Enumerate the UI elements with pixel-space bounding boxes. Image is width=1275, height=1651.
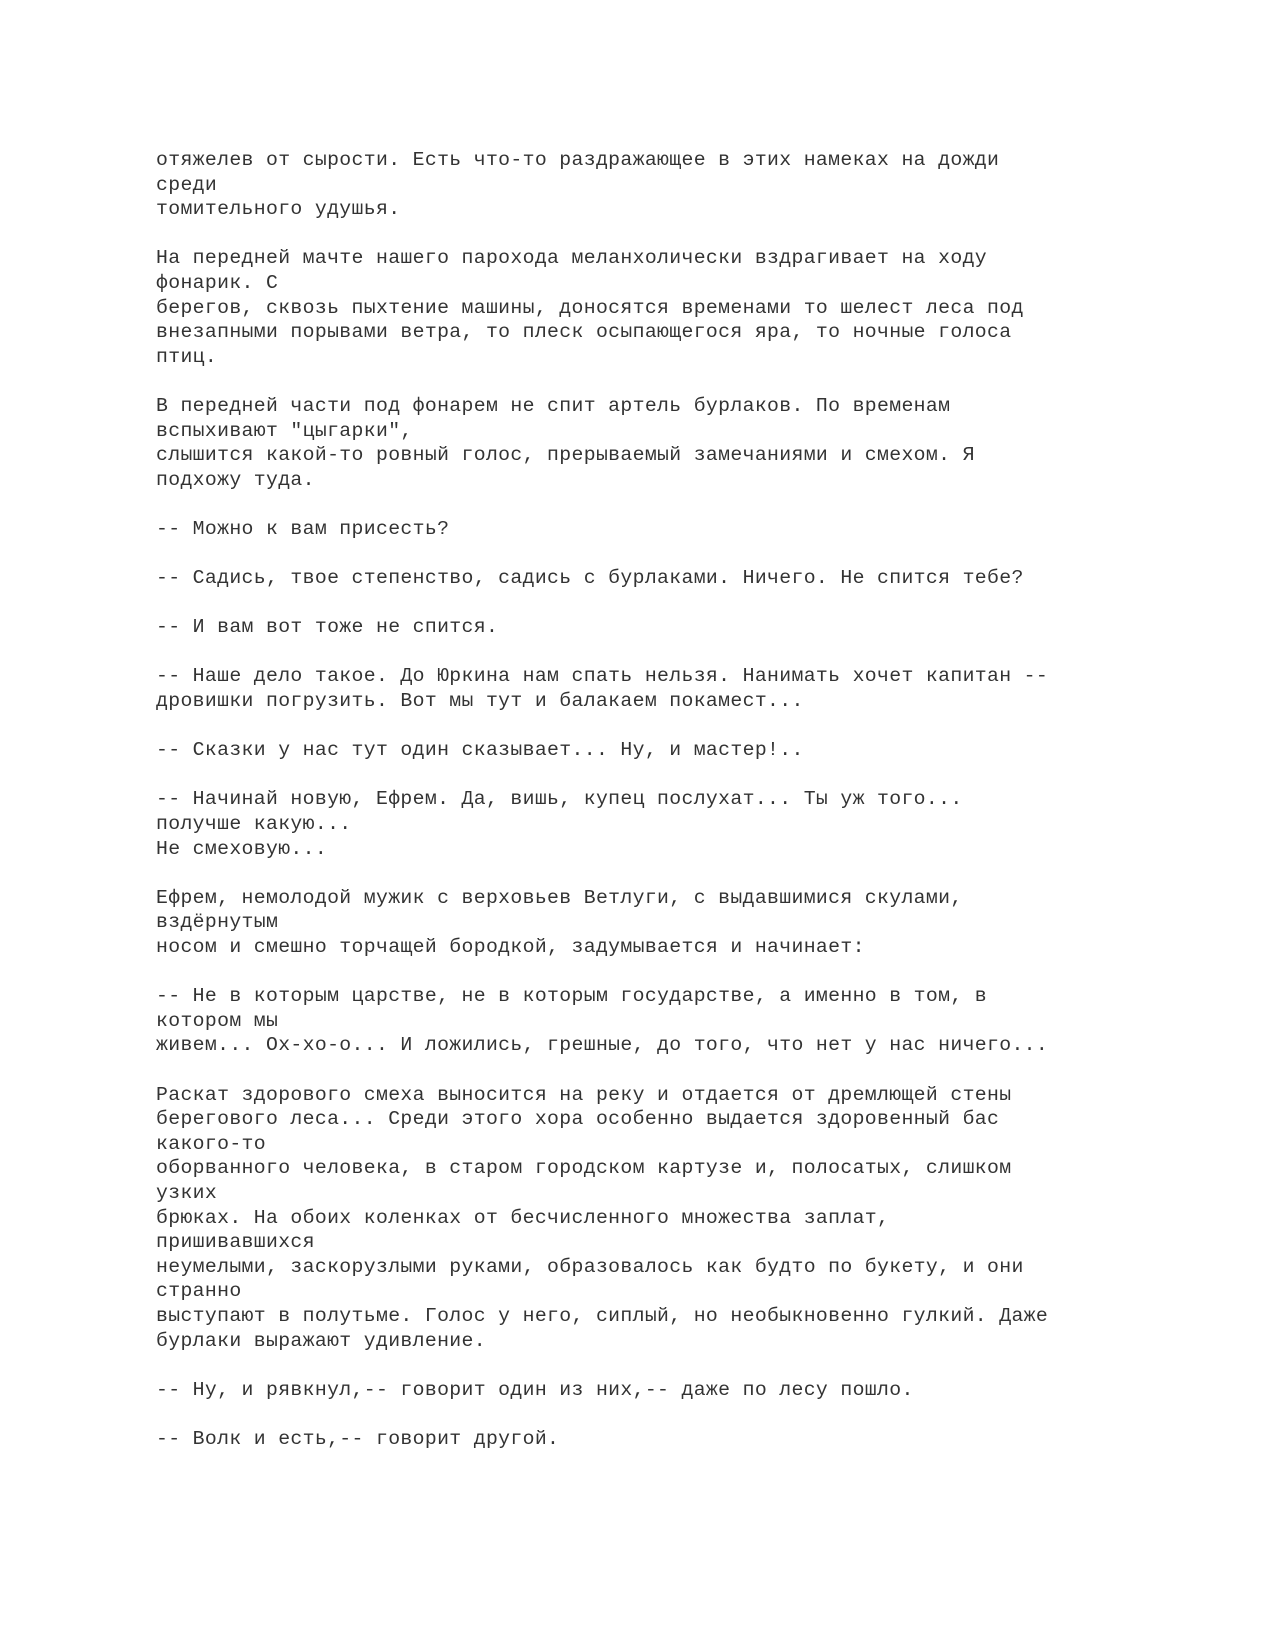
text-line: -- Начинай новую, Ефрем. Да, вишь, купец послухат... Ты уж того... — [156, 788, 963, 811]
paragraph — [156, 738, 1156, 763]
text-line: отяжелев от сырости. Есть что-то раздражающее в этих намеках на дожди — [156, 149, 1000, 171]
text-line: слышится какой-то ровный голос, прерываемый замечаниями и смехом. Я — [156, 444, 975, 467]
text-line: -- Садись, твое степенство, садись с бурлаками. Ничего. Не спится тебе? — [156, 567, 1024, 590]
text-line: выступают в полутьме. Голос у него, сиплый, но необыкновенно гулкий. Даже — [156, 1304, 1049, 1327]
text-line: томительного удушья. — [156, 198, 401, 221]
text-line: бурлаки выражают удивление. — [156, 1329, 486, 1352]
text-line: пришивавшихся — [156, 1231, 315, 1254]
text-line: котором мы — [156, 1009, 279, 1032]
paragraph — [156, 664, 1156, 713]
text-line: берегового леса... Среди этого хора особенно выдается здоровенный бас — [156, 1108, 1000, 1131]
text-line: узких — [156, 1181, 218, 1204]
text-line: берегов, сквозь пыхтение машины, доносятся временами то шелест леса под — [156, 296, 1024, 319]
text-line: -- Наше дело такое. До Юркина нам спать нельзя. Нанимать хочет капитан -- — [156, 665, 1049, 688]
paragraph — [156, 394, 1156, 492]
text-line: подхожу туда. — [156, 468, 315, 491]
text-line: -- Можно к вам присесть? — [156, 517, 450, 540]
text-line: -- И вам вот тоже не спится. — [156, 616, 499, 639]
paragraph — [156, 246, 1156, 369]
paragraph — [156, 566, 1156, 591]
text-line: внезапными порывами ветра, то плеск осыпающегося яра, то ночные голоса — [156, 321, 1012, 344]
paragraph — [156, 787, 1156, 861]
text-line: Ефрем, немолодой мужик с верховьев Ветлуги, с выдавшимися скулами, — [156, 886, 963, 909]
text-line: какого-то — [156, 1132, 266, 1155]
text-line: среди — [156, 173, 218, 196]
paragraph — [156, 984, 1156, 1058]
document-text — [156, 148, 1156, 1476]
text-line: В передней части под фонарем не спит артель бурлаков. По временам — [156, 394, 951, 417]
text-line: -- Волк и есть,-- говорит другой. — [156, 1427, 560, 1450]
text-line: дровишки погрузить. Вот мы тут и балакаем покамест... — [156, 690, 804, 713]
paragraph — [156, 1427, 1156, 1452]
text-line: На передней мачте нашего парохода меланхолически вздрагивает на ходу — [156, 247, 988, 270]
paragraph — [156, 615, 1156, 640]
text-line: фонарик. С — [156, 271, 279, 294]
text-line: носом и смешно торчащей бородкой, задумывается и начинает: — [156, 936, 865, 958]
paragraph — [156, 148, 1156, 222]
text-line: брюках. На обоих коленках от бесчисленного множества заплат, — [156, 1206, 890, 1229]
text-line: странно — [156, 1280, 242, 1303]
text-line: -- Ну, и рявкнул,-- говорит один из них,-- даже по лесу пошло. — [156, 1378, 914, 1401]
text-line: Не смеховую... — [156, 837, 328, 860]
paragraph — [156, 517, 1156, 542]
text-line: живем... Ох-хо-о... И ложились, грешные, до того, что нет у нас ничего... — [156, 1034, 1049, 1057]
paragraph — [156, 1378, 1156, 1403]
paragraph — [156, 1083, 1156, 1354]
text-line: птиц. — [156, 345, 218, 368]
text-line: неумелыми, заскорузлыми руками, образовалось как будто по букету, и они — [156, 1255, 1024, 1278]
paragraph — [156, 886, 1156, 960]
text-line: вспыхивают "цыгарки", — [156, 419, 413, 442]
text-line: -- Не в которым царстве, не в которым государстве, а именно в том, в — [156, 985, 988, 1008]
text-line: -- Сказки у нас тут один сказывает... Ну, и мастер!.. — [156, 739, 804, 762]
text-line: Раскат здорового смеха выносится на реку и отдается от дремлющей стены — [156, 1083, 1012, 1106]
text-line: получше какую... — [156, 813, 352, 836]
text-line: вздёрнутым — [156, 911, 279, 934]
text-line: оборванного человека, в старом городском картузе и, полосатых, слишком — [156, 1157, 1012, 1180]
